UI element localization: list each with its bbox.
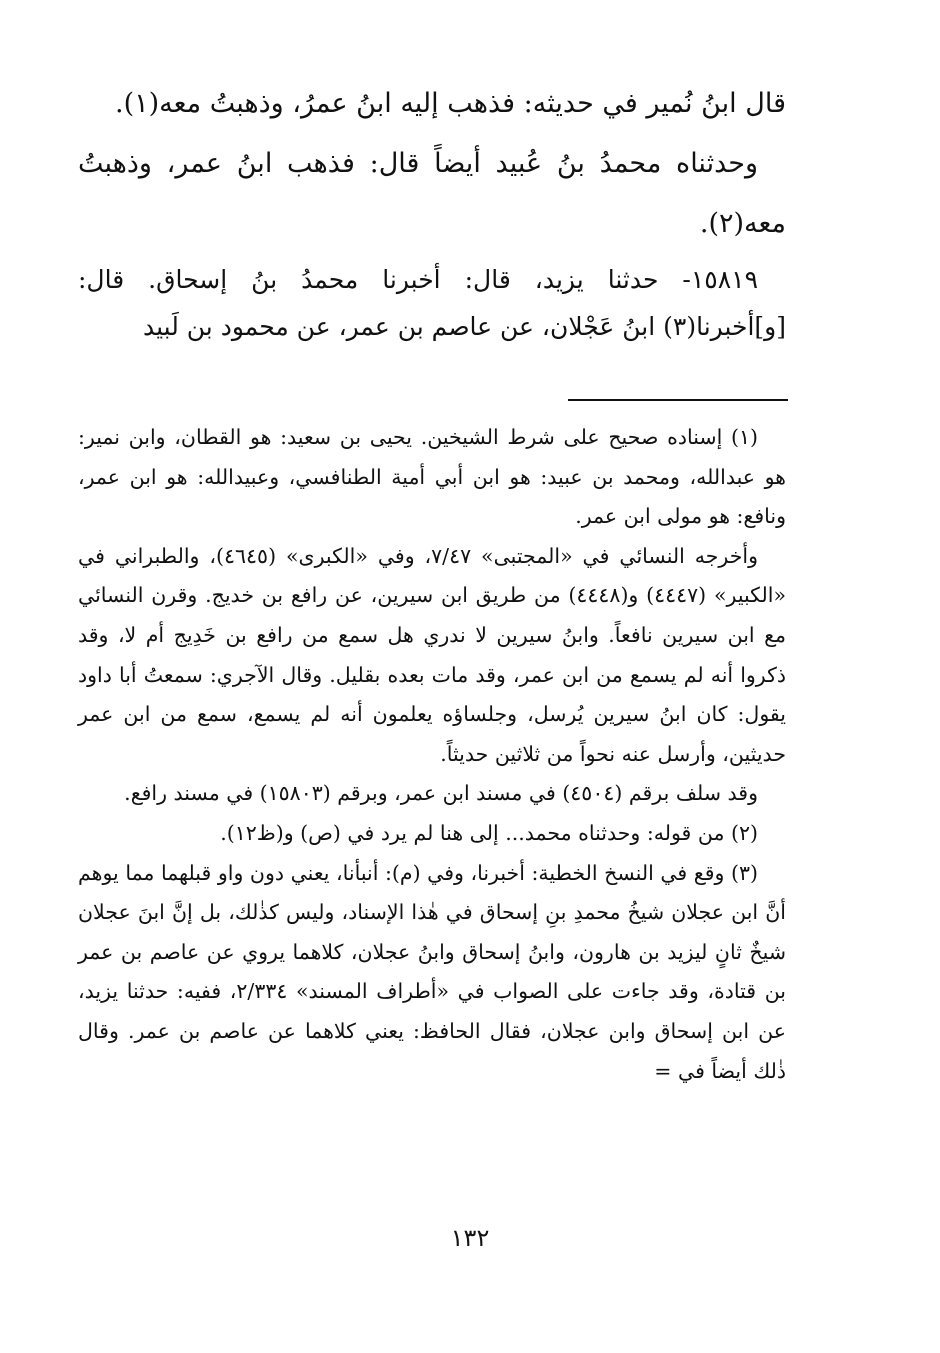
footnote-divider	[568, 399, 788, 401]
hadith-paragraph	[78, 256, 786, 350]
main-text-line: وحدثناه محمدُ بنُ عُبيد أيضاً قال: فذهب ابنُ عمر، وذهبتُ معه(٢).	[78, 148, 786, 239]
main-text-line: قال ابنُ نُمير في حديثه: فذهب إليه ابنُ عمرُ، وذهبتُ معه(١).	[114, 88, 786, 119]
main-text-paragraph-2	[78, 134, 786, 254]
footnote-1-continued: وأخرجه النسائي في «المجتبى» ٧/٤٧، وفي «الكبرى» (٤٦٤٥)، والطبراني في «الكبير» (٤٤٤٧) و(٤٤٤٨) من طريق ابن سيرين، عن رافع بن خديج. وقرن النسائي مع ابن سيرين نافعاً. وابنُ سيرين لا ندري هل سمع من رافع بن خَدِيج أم لا، وقد ذكروا أنه لم يسمع من ابن عمر، وقد مات بعده بقليل. وقال الآجري: سمعتُ أبا داود يقول: كان ابنُ سيرين يُرسل، وجلساؤه يعلمون أنه لم يسمع، سمع من ابن عمر حديثين، وأرسل عنه نحواً من ثلاثين حديثاً.	[78, 543, 786, 766]
page-number: ١٣٢	[450, 1224, 490, 1252]
footnote-2: (٢) من قوله: وحدثناه محمد... إلى هنا لم يرد في (ص) و(ظ١٢).	[220, 820, 758, 845]
footnote-3: (٣) وقع في النسخ الخطية: أخبرنا، وفي (م): أنبأنا، يعني دون واو قبلهما مما يوهم أنَّ ابن عجلان شيخُ محمدِ بنِ إسحاق في هٰذا الإسناد، وليس كذٰلك، بل إنَّ ابنَ عجلان شيخٌ ثانٍ ليزيد بن هارون، وابنُ إسحاق وابنُ عجلان، كلاهما يروي عن عاصم بن عمر بن قتادة، وقد جاءت على الصواب في «أطراف المسند» ٢/٣٣٤، ففيه: حدثنا يزيد، عن ابن إسحاق وابن عجلان، فقال الحافظ: يعني كلاهما عن عاصم بن عمر. وقال ذٰلك أيضاً في =	[78, 860, 787, 1083]
footnote-1-reference: وقد سلف برقم (٤٥٠٤) في مسند ابن عمر، وبرقم (١٥٨٠٣) في مسند رافع.	[124, 781, 758, 806]
footnote-1: (١) إسناده صحيح على شرط الشيخين. يحيى بن سعيد: هو القطان، وابن نمير: هو عبدالله، ومحمد بن عبيد: هو ابن أبي أمية الطنافسي، وعبيدالله: هو ابن عمر، ونافع: هو مولى ابن عمر.	[78, 425, 786, 529]
main-text-paragraph-1	[78, 74, 786, 134]
footnotes-section	[78, 418, 786, 1091]
hadith-text: ١٥٨١٩- حدثنا يزيد، قال: أخبرنا محمدُ بنُ إسحاق. قال: [و]أخبرنا(٣) ابنُ عَجْلان، عن عاصم بن عمر، عن محمود بن لَبيد	[78, 265, 786, 341]
